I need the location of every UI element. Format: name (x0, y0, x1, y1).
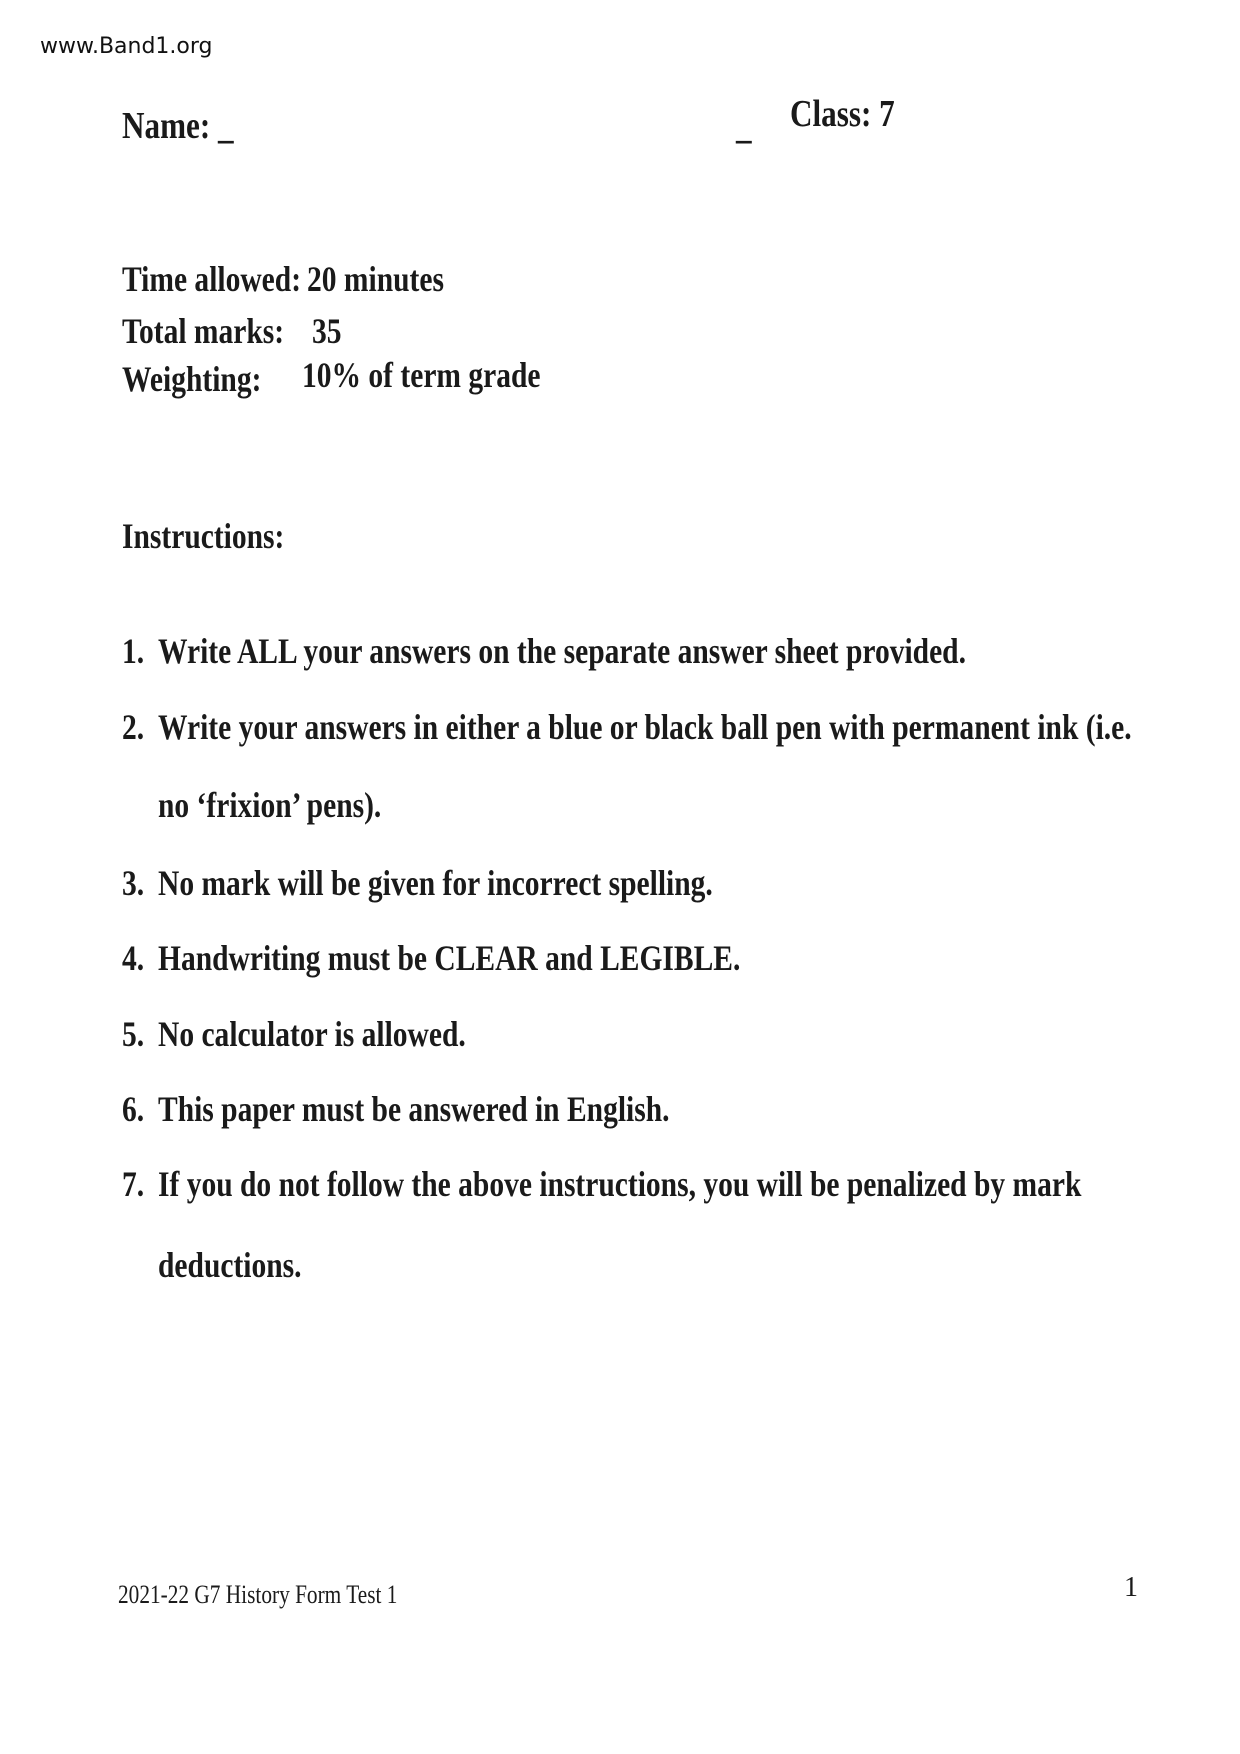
footer-doc-code: 2021-22 G7 History Form Test 1 (118, 1580, 398, 1609)
weighting-value: 10% of term grade (302, 355, 541, 395)
total-marks-value: 35 (312, 311, 342, 351)
class-label: Class: 7 (790, 93, 895, 135)
total-marks-label: Total marks: (122, 311, 285, 351)
time-allowed-value: 20 minutes (307, 259, 444, 299)
page-number: 1 (1124, 1572, 1138, 1603)
instruction-item-2-continuation: no ‘frixion’ pens). (158, 785, 382, 825)
time-allowed-label: Time allowed: (122, 259, 302, 299)
name-field-blank-end: _ (736, 105, 752, 147)
total-marks-row (122, 310, 342, 352)
weighting-label: Weighting: (122, 359, 262, 399)
weighting-row (122, 355, 541, 400)
time-allowed-row (122, 258, 444, 300)
name-field-label: Name: _ (122, 105, 234, 147)
watermark-url: www.Band1.org (40, 34, 213, 59)
instruction-item-7-continuation: deductions. (158, 1245, 302, 1285)
instructions-title: Instructions: (122, 516, 285, 556)
